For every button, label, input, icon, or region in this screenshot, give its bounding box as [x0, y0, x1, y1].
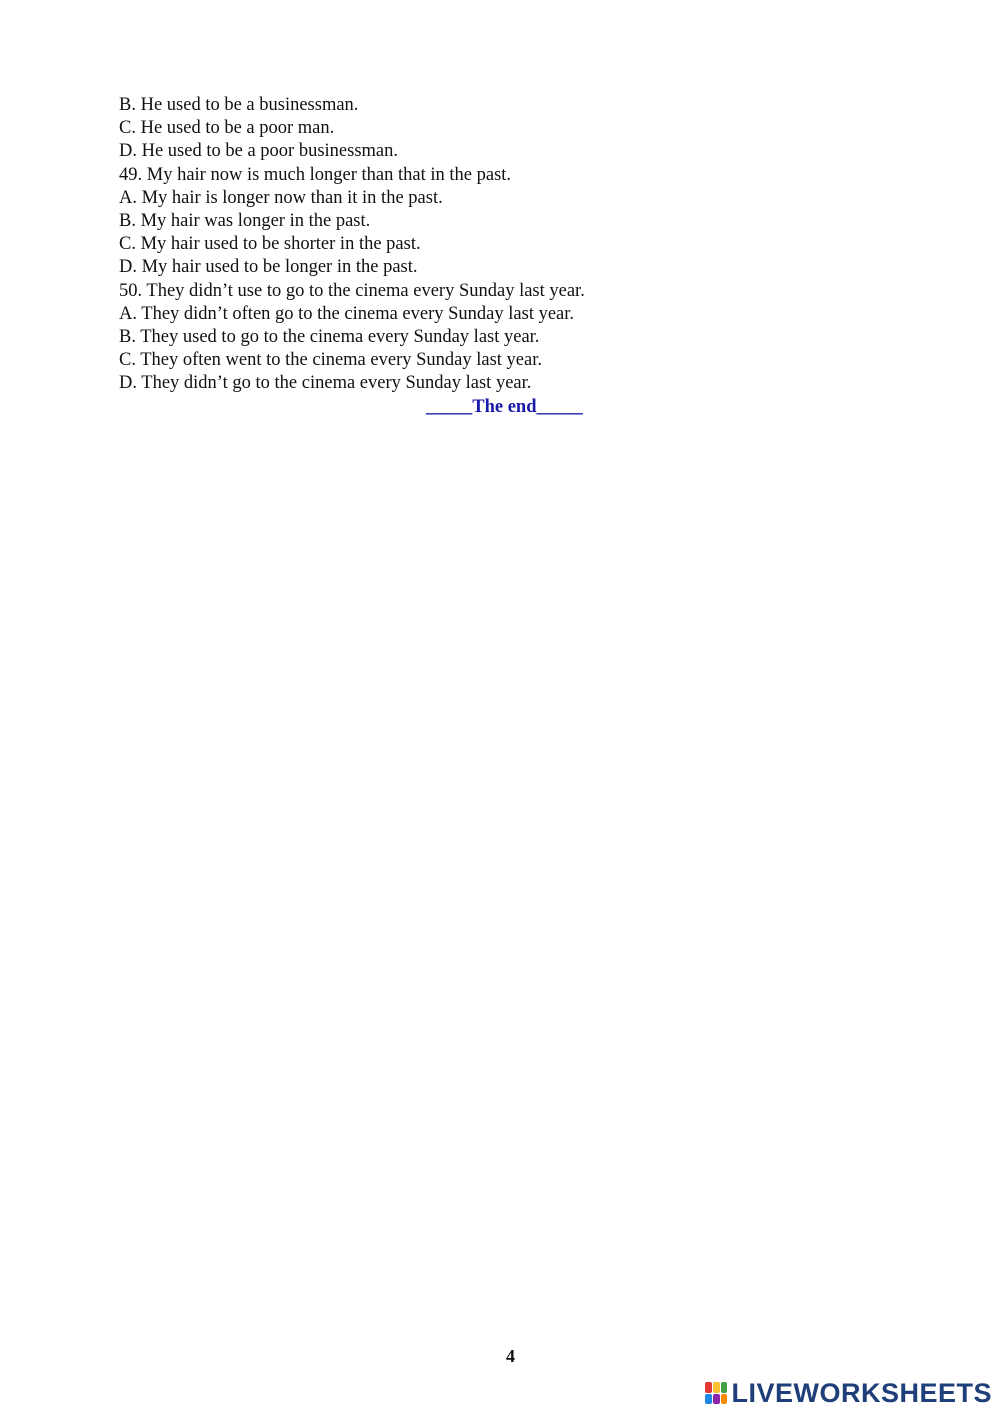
option-line: C. They often went to the cinema every Sunday last year. — [119, 350, 542, 371]
option-line: C. He used to be a poor man. — [119, 118, 335, 139]
logo-square — [705, 1382, 712, 1393]
end-marker: _____The end_____ — [426, 397, 583, 417]
logo-square — [713, 1394, 720, 1405]
option-line: A. My hair is longer now than it in the past. — [119, 187, 443, 208]
page-number: 4 — [506, 1346, 515, 1366]
option-line: B. My hair was longer in the past. — [119, 210, 371, 231]
liveworksheets-logo-icon — [705, 1382, 727, 1404]
option-line: A. They didn’t often go to the cinema every Sunday last year. — [119, 303, 575, 324]
question-lines — [119, 94, 585, 395]
option-line: D. They didn’t go to the cinema every Sunday last year. — [119, 373, 532, 394]
option-line: C. My hair used to be shorter in the past. — [119, 234, 421, 255]
liveworksheets-watermark — [705, 1377, 992, 1409]
option-line: D. My hair used to be longer in the past. — [119, 257, 418, 278]
question-line: 49. My hair now is much longer than that in the past. — [119, 164, 512, 185]
question-line: 50. They didn’t use to go to the cinema every Sunday last year. — [119, 280, 585, 301]
option-line: D. He used to be a poor businessman. — [119, 141, 398, 162]
logo-square — [713, 1382, 720, 1393]
logo-square — [721, 1394, 728, 1405]
option-line: B. He used to be a businessman. — [119, 95, 359, 115]
logo-square — [705, 1394, 712, 1405]
watermark-text: LIVEWORKSHEETS — [731, 1378, 992, 1408]
option-line: B. They used to go to the cinema every Sunday last year. — [119, 326, 540, 347]
logo-square — [721, 1382, 728, 1393]
